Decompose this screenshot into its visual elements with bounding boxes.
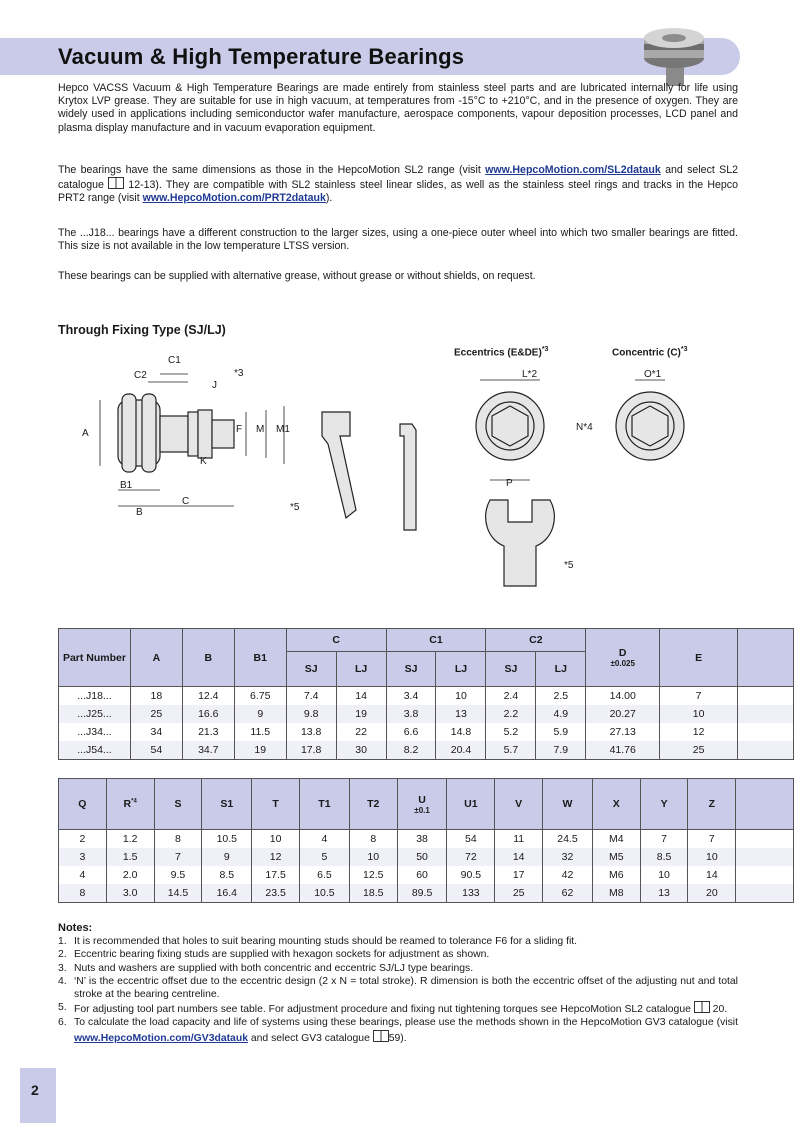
- table1-cell: 4.9: [536, 705, 586, 723]
- table1-cell: 25: [130, 705, 182, 723]
- table1-header-row-1: [59, 629, 794, 652]
- table1-cell: 10: [660, 705, 738, 723]
- table1-cell: 25: [660, 741, 738, 760]
- table2-row: [59, 830, 794, 849]
- compatibility-paragraph: The bearings have the same dimensions as those in the HepcoMotion SL2 range (visit www.HepcoMotion.com/SL2datauk and select SL2 catalogue 12-13). They are compatible with SL2 stainless steel linear slides, as well as the stainless steel rings and tracks in the Hepco PRT2 range (visit www.HepcoMotion.com/PRT2datauk).: [58, 164, 738, 205]
- table1-cell: 7.4: [286, 687, 336, 706]
- table2-cell: 10.5: [202, 830, 252, 849]
- col-c1-sj: SJ: [386, 652, 436, 687]
- notes-section: [58, 922, 738, 1045]
- table1-row: [59, 687, 794, 706]
- table2-cell: M5: [592, 848, 640, 866]
- table1-cell: 14.8: [436, 723, 486, 741]
- dim-j: J: [212, 380, 217, 391]
- note-2: 2. Eccentric bearing fixing studs are supplied with hexagon sockets for adjustment as shown.: [58, 949, 490, 961]
- col-t2: T2: [349, 779, 397, 830]
- col-q: Q: [59, 779, 107, 830]
- table1-cell: 5.2: [486, 723, 536, 741]
- table2-cell: 12.5: [349, 866, 397, 884]
- table2-cell: 8.5: [202, 866, 252, 884]
- table1-cell: 21.3: [182, 723, 234, 741]
- table2-cell: 20: [688, 884, 736, 903]
- table1-cell: 34.7: [182, 741, 234, 760]
- options-paragraph: These bearings can be supplied with alternative grease, without grease or without shields, on request.: [58, 270, 536, 282]
- col-c1-lj: LJ: [436, 652, 486, 687]
- table1-cell: 3.8: [386, 705, 436, 723]
- table2-cell: 42: [543, 866, 593, 884]
- table1-row: [59, 741, 794, 760]
- col-t: T: [252, 779, 300, 830]
- table2-cell: 10: [640, 866, 688, 884]
- table2-cell: 10: [688, 848, 736, 866]
- col-b: B: [182, 629, 234, 687]
- col-b1: B1: [234, 629, 286, 687]
- dim-m1: M1: [276, 424, 290, 435]
- table1-cell: 19: [234, 741, 286, 760]
- col-e: E: [660, 629, 738, 687]
- table1-cell: ...J54...: [59, 741, 131, 760]
- table1-cell: 12.4: [182, 687, 234, 706]
- table1-cell: 13.8: [286, 723, 336, 741]
- page-number: 2: [31, 1082, 39, 1098]
- table1-cell: 3.4: [386, 687, 436, 706]
- table2-cell: 7: [640, 830, 688, 849]
- table1-cell: 2.2: [486, 705, 536, 723]
- table1-cell: ...J34...: [59, 723, 131, 741]
- table1-cell: 9: [234, 705, 286, 723]
- note-5: 5. For adjusting tool part numbers see table. For adjustment procedure and fixing nut tightening torques see HepcoMotion SL2 catalogue 20.: [58, 1002, 728, 1016]
- table1-cell: 7.9: [536, 741, 586, 760]
- table2-blank-cell: [736, 830, 794, 849]
- table1-cell: 20.27: [586, 705, 660, 723]
- table2-blank-cell: [736, 866, 794, 884]
- table2-cell: 72: [447, 848, 495, 866]
- catalogue-book-icon: [108, 177, 124, 189]
- table1-blank-cell: [738, 705, 794, 723]
- table2-cell: 8: [59, 884, 107, 903]
- table1-cell: ...J18...: [59, 687, 131, 706]
- col-r: $R^{*4}$: [106, 779, 154, 830]
- dim-o: O*1: [644, 369, 662, 380]
- table2-cell: 8: [349, 830, 397, 849]
- table2-cell: 12: [252, 848, 300, 866]
- col-u1: U1: [447, 779, 495, 830]
- table1-cell: 27.13: [586, 723, 660, 741]
- table2-cell: 89.5: [397, 884, 447, 903]
- col-c: C: [286, 629, 386, 652]
- col-c-sj: SJ: [286, 652, 336, 687]
- dimensions-table-1: [58, 628, 794, 760]
- table2-cell: 17: [495, 866, 543, 884]
- col-blank: [738, 629, 794, 687]
- table2-blank-cell: [736, 884, 794, 903]
- table2-cell: 14.5: [154, 884, 202, 903]
- dim-c2: C2: [134, 370, 147, 381]
- table2-cell: 50: [397, 848, 447, 866]
- gv3-link[interactable]: www.HepcoMotion.com/GV3datauk: [74, 1032, 248, 1044]
- table2-cell: 10.5: [300, 884, 350, 903]
- table1-cell: 9.8: [286, 705, 336, 723]
- section-title: Through Fixing Type (SJ/LJ): [58, 323, 226, 337]
- table2-cell: 4: [59, 866, 107, 884]
- col-c2-sj: SJ: [486, 652, 536, 687]
- table2-cell: 38: [397, 830, 447, 849]
- table2-cell: 32: [543, 848, 593, 866]
- dim-c: C: [182, 496, 190, 507]
- table2-cell: 4: [300, 830, 350, 849]
- table1-cell: 7: [660, 687, 738, 706]
- col-c1: C1: [386, 629, 486, 652]
- note-1: 1. It is recommended that holes to suit bearing mounting studs should be reamed to tolerance F6 for a sliding fit.: [58, 936, 578, 948]
- col-d: D ±0.025: [586, 629, 660, 687]
- table2-cell: 16.4: [202, 884, 252, 903]
- dim-m: M: [256, 424, 265, 435]
- table2-cell: 17.5: [252, 866, 300, 884]
- table1-cell: 5.7: [486, 741, 536, 760]
- table2-cell: 7: [688, 830, 736, 849]
- table1-cell: 2.4: [486, 687, 536, 706]
- col-s1: S1: [202, 779, 252, 830]
- table1-cell: 14.00: [586, 687, 660, 706]
- table2-cell: 5: [300, 848, 350, 866]
- col-c-lj: LJ: [336, 652, 386, 687]
- table1-cell: 8.2: [386, 741, 436, 760]
- construction-paragraph: The ...J18... bearings have a different construction to the larger sizes, using a one-piece outer wheel into which two smaller bearings are fitted. This size is not available in the low temperature LTSS version.: [58, 227, 738, 253]
- table2-cell: 2.0: [106, 866, 154, 884]
- table1-cell: 2.5: [536, 687, 586, 706]
- dimensions-table-2: [58, 778, 794, 903]
- table2-cell: 14: [495, 848, 543, 866]
- col-t1: T1: [300, 779, 350, 830]
- eccentrics-label: Eccentrics (E&DE)$^{*3}$: [454, 346, 549, 359]
- dim-star3: *3: [234, 368, 244, 379]
- table2-cell: 23.5: [252, 884, 300, 903]
- col-v: V: [495, 779, 543, 830]
- note-3: 3. Nuts and washers are supplied with both concentric and eccentric SJ/LJ type bearings.: [58, 962, 474, 974]
- table2-cell: 10: [252, 830, 300, 849]
- table2-cell: 18.5: [349, 884, 397, 903]
- table2-header-row: [59, 779, 794, 830]
- table1-cell: 13: [436, 705, 486, 723]
- table2-row: [59, 884, 794, 903]
- table2-cell: 13: [640, 884, 688, 903]
- table1-cell: 12: [660, 723, 738, 741]
- concentric-label: Concentric $(C)^{*3}$: [612, 346, 688, 359]
- col-blank-2: [736, 779, 794, 830]
- intro-paragraph: Hepco VACSS Vacuum & High Temperature Bearings are made entirely from stainless steel parts and are lubricated internally for life using Krytox LVP grease. They are suitable for use in high vacuum, at temperatures from -15°C to +210°C, and in the presence of oxygen. They are widely used in applications including semiconductor wafer manufacture, aerospace components, vapour deposition processes, LCD panel and plasma display manufacture and in vacuum evaporation equipment.: [58, 82, 738, 134]
- table2-cell: M4: [592, 830, 640, 849]
- table1-cell: 34: [130, 723, 182, 741]
- dim-b: B: [136, 507, 143, 518]
- table1-row: [59, 723, 794, 741]
- table2-cell: 11: [495, 830, 543, 849]
- col-y: Y: [640, 779, 688, 830]
- table1-cell: 16.6: [182, 705, 234, 723]
- col-part-number: Part Number: [59, 629, 131, 687]
- col-c2: C2: [486, 629, 586, 652]
- col-s: S: [154, 779, 202, 830]
- prt2-link[interactable]: www.HepcoMotion.com/PRT2datauk: [142, 192, 326, 205]
- table1-cell: 20.4: [436, 741, 486, 760]
- catalogue-book-icon: [373, 1030, 389, 1042]
- table2-cell: M6: [592, 866, 640, 884]
- table2-cell: 133: [447, 884, 495, 903]
- table1-blank-cell: [738, 741, 794, 760]
- table1-cell: 22: [336, 723, 386, 741]
- table1-cell: 54: [130, 741, 182, 760]
- col-c2-lj: LJ: [536, 652, 586, 687]
- dim-p: P: [506, 478, 513, 489]
- table2-cell: 7: [154, 848, 202, 866]
- table2-cell: 24.5: [543, 830, 593, 849]
- dim-n: N*4: [576, 422, 593, 433]
- table2-row: [59, 848, 794, 866]
- table2-cell: 3: [59, 848, 107, 866]
- dim-c1: C1: [168, 355, 181, 366]
- table1-cell: 19: [336, 705, 386, 723]
- table2-blank-cell: [736, 848, 794, 866]
- table1-cell: 5.9: [536, 723, 586, 741]
- dim-k: K: [200, 456, 207, 467]
- page-title: Vacuum & High Temperature Bearings: [58, 44, 465, 69]
- dim-a: A: [82, 428, 89, 439]
- table2-cell: M8: [592, 884, 640, 903]
- table1-blank-cell: [738, 723, 794, 741]
- catalogue-book-icon: [694, 1001, 710, 1013]
- table1-cell: 6.6: [386, 723, 436, 741]
- table1-cell: ...J25...: [59, 705, 131, 723]
- table1-cell: 10: [436, 687, 486, 706]
- table2-cell: 2: [59, 830, 107, 849]
- table2-cell: 90.5: [447, 866, 495, 884]
- note-4: 4. ‘N’ is the eccentric offset due to the eccentric design (2 x N = total stroke). R dimension is both the eccentric offset of the adjusting nut and total stroke at the bearing centreline.: [58, 975, 738, 1001]
- table1-blank-cell: [738, 687, 794, 706]
- table1-cell: 11.5: [234, 723, 286, 741]
- dim-b1: B1: [120, 480, 133, 491]
- table2-cell: 8.5: [640, 848, 688, 866]
- table1-cell: 14: [336, 687, 386, 706]
- table2-cell: 6.5: [300, 866, 350, 884]
- tool-label-2: *5: [564, 560, 574, 571]
- table1-cell: 18: [130, 687, 182, 706]
- col-a: A: [130, 629, 182, 687]
- dim-f: F: [236, 424, 243, 435]
- table1-cell: 17.8: [286, 741, 336, 760]
- table1-row: [59, 705, 794, 723]
- sl2-link[interactable]: www.HepcoMotion.com/SL2datauk: [485, 164, 661, 176]
- table1-cell: 30: [336, 741, 386, 760]
- table2-cell: 3.0: [106, 884, 154, 903]
- dim-l: L*2: [522, 369, 538, 380]
- table2-cell: 10: [349, 848, 397, 866]
- col-x: X: [592, 779, 640, 830]
- table2-cell: 14: [688, 866, 736, 884]
- table2-cell: 1.2: [106, 830, 154, 849]
- table2-cell: 9.5: [154, 866, 202, 884]
- tool-label-1: *5: [290, 502, 300, 513]
- table2-cell: 8: [154, 830, 202, 849]
- col-u: U ±0.1: [397, 779, 447, 830]
- table2-cell: 9: [202, 848, 252, 866]
- table1-cell: 6.75: [234, 687, 286, 706]
- table2-row: [59, 866, 794, 884]
- table2-cell: 54: [447, 830, 495, 849]
- note-6: 6. To calculate the load capacity and life of systems using these bearings, please use the methods shown in the HepcoMotion GV3 catalogue (visit www.HepcoMotion.com/GV3datauk and select GV3 catalogue 59).: [58, 1017, 738, 1044]
- table2-cell: 60: [397, 866, 447, 884]
- col-z: Z: [688, 779, 736, 830]
- bearing-photo: [636, 22, 716, 88]
- table1-cell: 41.76: [586, 741, 660, 760]
- notes-title: Notes:: [58, 922, 93, 934]
- col-w: W: [543, 779, 593, 830]
- table2-cell: 25: [495, 884, 543, 903]
- table2-cell: 1.5: [106, 848, 154, 866]
- table2-cell: 62: [543, 884, 593, 903]
